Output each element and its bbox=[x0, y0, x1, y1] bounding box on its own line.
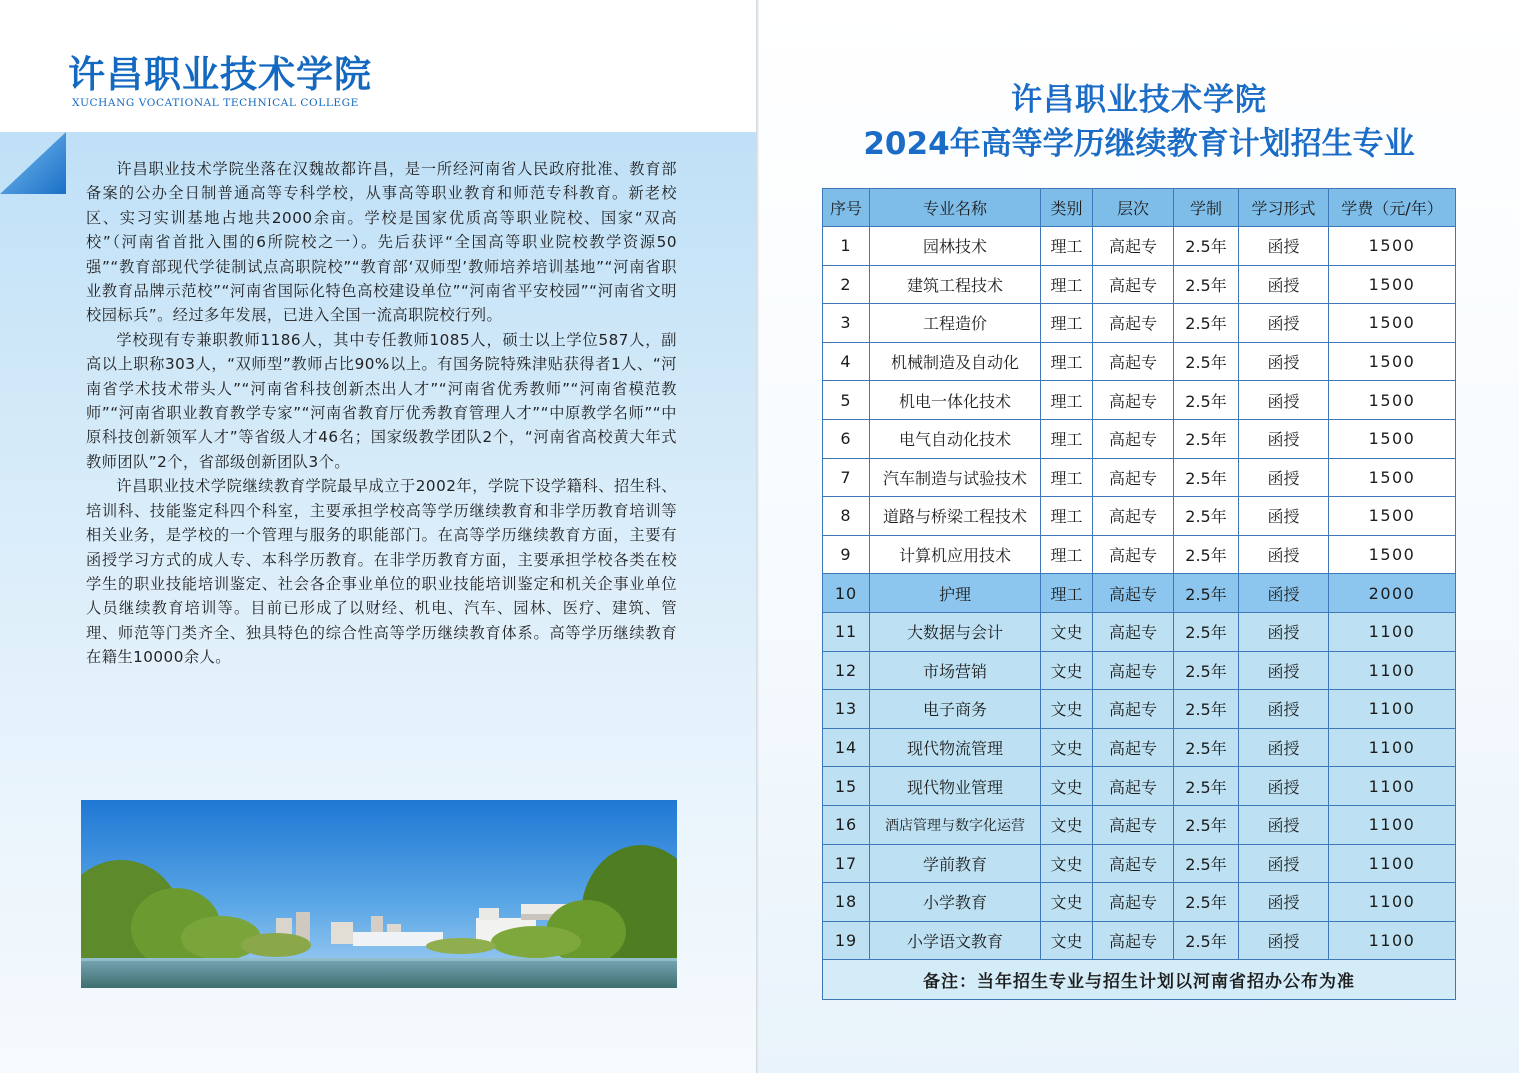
cell-row-number: 10 bbox=[823, 574, 870, 613]
intro-paragraph: 许昌职业技术学院继续教育学院最早成立于2002年，学院下设学籍科、招生科、培训科、技能鉴定科四个科室，主要承担学校高等学历继续教育和非学历教育培训等相关业务，是学校的一个管理与服务的职能部门。在高等学历继续教育方面，主要有函授学习方式的成人专、本科学历教育。在非学历教育方面，主要承担学校各类在校学生的职业技能培训鉴定、社会各企事业单位的职业技能培训鉴定和机关企事业单位人员继续教育培训等。目前已形成了以财经、机电、汽车、园林、医疗、建筑、管理、师范等门类齐全、独具特色的综合性高等学历继续教育体系。高等学历继续教育在籍生10000余人。 bbox=[86, 477, 677, 667]
table-row bbox=[823, 381, 1456, 420]
cell-study-mode: 函授 bbox=[1239, 381, 1329, 420]
cell-category: 文史 bbox=[1041, 651, 1093, 690]
header-cell: 层次 bbox=[1093, 189, 1174, 227]
cell-row-number: 16 bbox=[823, 805, 870, 844]
table-row bbox=[823, 227, 1456, 266]
table-row bbox=[823, 265, 1456, 304]
cell-tuition: 1100 bbox=[1329, 805, 1456, 844]
table-row bbox=[823, 883, 1456, 922]
cell-level: 高起专 bbox=[1093, 574, 1174, 613]
introduction-text bbox=[86, 157, 677, 670]
cell-category: 理工 bbox=[1041, 419, 1093, 458]
cell-tuition: 2000 bbox=[1329, 574, 1456, 613]
table-row bbox=[823, 805, 1456, 844]
cell-study-mode: 函授 bbox=[1239, 767, 1329, 806]
cell-row-number: 2 bbox=[823, 265, 870, 304]
cell-category: 理工 bbox=[1041, 574, 1093, 613]
header-cell: 专业名称 bbox=[870, 189, 1041, 227]
cell-tuition: 1500 bbox=[1329, 535, 1456, 574]
cell-category: 理工 bbox=[1041, 535, 1093, 574]
table-row bbox=[823, 612, 1456, 651]
cell-study-mode: 函授 bbox=[1239, 612, 1329, 651]
table-row bbox=[823, 497, 1456, 536]
cell-major-name: 电气自动化技术 bbox=[870, 419, 1041, 458]
table-note-row bbox=[823, 960, 1456, 1000]
header-cell: 学习形式 bbox=[1239, 189, 1329, 227]
college-logo-cn: 许昌职业技术学院 bbox=[68, 52, 372, 96]
cell-category: 文史 bbox=[1041, 767, 1093, 806]
table-title-college: 许昌职业技术学院 bbox=[1011, 82, 1267, 118]
cell-tuition: 1100 bbox=[1329, 767, 1456, 806]
cell-row-number: 12 bbox=[823, 651, 870, 690]
table-row bbox=[823, 921, 1456, 960]
table-row bbox=[823, 342, 1456, 381]
enrollment-note: 备注：当年招生专业与招生计划以河南省招办公布为准 bbox=[823, 960, 1456, 1000]
cell-category: 文史 bbox=[1041, 805, 1093, 844]
cell-category: 文史 bbox=[1041, 844, 1093, 883]
table-row bbox=[823, 844, 1456, 883]
cell-study-mode: 函授 bbox=[1239, 304, 1329, 343]
cell-duration: 2.5年 bbox=[1174, 497, 1239, 536]
cell-row-number: 15 bbox=[823, 767, 870, 806]
cell-tuition: 1100 bbox=[1329, 921, 1456, 960]
cell-category: 文史 bbox=[1041, 921, 1093, 960]
cell-row-number: 3 bbox=[823, 304, 870, 343]
cell-tuition: 1500 bbox=[1329, 419, 1456, 458]
cell-row-number: 19 bbox=[823, 921, 870, 960]
cell-major-name: 学前教育 bbox=[870, 844, 1041, 883]
cell-duration: 2.5年 bbox=[1174, 227, 1239, 266]
cell-level: 高起专 bbox=[1093, 767, 1174, 806]
header-cell: 序号 bbox=[823, 189, 870, 227]
cell-duration: 2.5年 bbox=[1174, 883, 1239, 922]
table-row bbox=[823, 458, 1456, 497]
cell-tuition: 1100 bbox=[1329, 883, 1456, 922]
cell-duration: 2.5年 bbox=[1174, 921, 1239, 960]
header-cell: 学制 bbox=[1174, 189, 1239, 227]
cell-row-number: 13 bbox=[823, 690, 870, 729]
cell-category: 理工 bbox=[1041, 265, 1093, 304]
cell-study-mode: 函授 bbox=[1239, 574, 1329, 613]
cell-study-mode: 函授 bbox=[1239, 921, 1329, 960]
cell-tuition: 1500 bbox=[1329, 342, 1456, 381]
cell-category: 理工 bbox=[1041, 381, 1093, 420]
cell-level: 高起专 bbox=[1093, 265, 1174, 304]
cell-level: 高起专 bbox=[1093, 304, 1174, 343]
cell-tuition: 1100 bbox=[1329, 690, 1456, 729]
table-row bbox=[823, 419, 1456, 458]
cell-study-mode: 函授 bbox=[1239, 805, 1329, 844]
cell-study-mode: 函授 bbox=[1239, 728, 1329, 767]
cell-duration: 2.5年 bbox=[1174, 651, 1239, 690]
table-row bbox=[823, 651, 1456, 690]
cell-major-name: 道路与桥梁工程技术 bbox=[870, 497, 1041, 536]
cell-level: 高起专 bbox=[1093, 690, 1174, 729]
cell-category: 文史 bbox=[1041, 690, 1093, 729]
cell-study-mode: 函授 bbox=[1239, 690, 1329, 729]
table-header-row bbox=[823, 189, 1456, 227]
header-cell: 类别 bbox=[1041, 189, 1093, 227]
intro-paragraph: 学校现有专兼职教师1186人，其中专任教师1085人，硕士以上学位587人，副高以上职称303人，“双师型”教师占比90%以上。有国务院特殊津贴获得者1人、“河南省学术技术带头人”“河南省科技创新杰出人才”“河南省优秀教师”“河南省模范教师”“河南省职业教育教学专家”“河南省教育厅优秀教育管理人才”“中原教学名师”“中原科技创新领军人才”等省级人才46名；国家级教学团队2个，“河南省高校黄大年式教师团队”2个，省部级创新团队3个。 bbox=[86, 330, 677, 471]
cell-row-number: 8 bbox=[823, 497, 870, 536]
cell-level: 高起专 bbox=[1093, 458, 1174, 497]
cell-major-name: 现代物流管理 bbox=[870, 728, 1041, 767]
cell-category: 理工 bbox=[1041, 304, 1093, 343]
cell-level: 高起专 bbox=[1093, 805, 1174, 844]
cell-duration: 2.5年 bbox=[1174, 458, 1239, 497]
college-logo-en: XUCHANG VOCATIONAL TECHNICAL COLLEGE bbox=[72, 97, 359, 109]
cell-major-name: 电子商务 bbox=[870, 690, 1041, 729]
cell-row-number: 18 bbox=[823, 883, 870, 922]
header-cell: 学费（元/年） bbox=[1329, 189, 1456, 227]
cell-duration: 2.5年 bbox=[1174, 381, 1239, 420]
cell-tuition: 1100 bbox=[1329, 844, 1456, 883]
cell-major-name: 园林技术 bbox=[870, 227, 1041, 266]
cell-major-name: 小学语文教育 bbox=[870, 921, 1041, 960]
cell-study-mode: 函授 bbox=[1239, 844, 1329, 883]
cell-level: 高起专 bbox=[1093, 497, 1174, 536]
cell-level: 高起专 bbox=[1093, 728, 1174, 767]
cell-duration: 2.5年 bbox=[1174, 612, 1239, 651]
enrollment-majors-table bbox=[822, 188, 1456, 1000]
table-row bbox=[823, 574, 1456, 613]
table-row bbox=[823, 690, 1456, 729]
cell-category: 理工 bbox=[1041, 342, 1093, 381]
cell-row-number: 17 bbox=[823, 844, 870, 883]
cell-duration: 2.5年 bbox=[1174, 767, 1239, 806]
cell-major-name: 工程造价 bbox=[870, 304, 1041, 343]
table-row bbox=[823, 767, 1456, 806]
cell-row-number: 1 bbox=[823, 227, 870, 266]
cell-study-mode: 函授 bbox=[1239, 883, 1329, 922]
table-row bbox=[823, 304, 1456, 343]
table-title-plan: 2024年高等学历继续教育计划招生专业 bbox=[863, 126, 1415, 162]
cell-tuition: 1500 bbox=[1329, 227, 1456, 266]
cell-category: 文史 bbox=[1041, 883, 1093, 922]
cell-duration: 2.5年 bbox=[1174, 535, 1239, 574]
cell-major-name: 机械制造及自动化 bbox=[870, 342, 1041, 381]
cell-level: 高起专 bbox=[1093, 419, 1174, 458]
table-row bbox=[823, 728, 1456, 767]
cell-category: 理工 bbox=[1041, 458, 1093, 497]
intro-paragraph: 许昌职业技术学院坐落在汉魏故都许昌，是一所经河南省人民政府批准、教育部备案的公办全日制普通高等专科学校，从事高等职业教育和师范专科教育。新老校区、实习实训基地占地共2000余亩。学校是国家优质高等职业院校、国家“双高校”（河南省首批入围的6所院校之一）。先后获评“全国高等职业院校教学资源50强”“教育部现代学徒制试点高职院校”“教育部‘双师型’教师培养培训基地”“河南省职业教育品牌示范校”“河南省国际化特色高校建设单位”“河南省平安校园”“河南省文明校园标兵”。经过多年发展，已进入全国一流高职院校行列。 bbox=[86, 160, 677, 325]
cell-duration: 2.5年 bbox=[1174, 574, 1239, 613]
cell-row-number: 7 bbox=[823, 458, 870, 497]
left-page bbox=[0, 0, 756, 1073]
cell-major-name: 市场营销 bbox=[870, 651, 1041, 690]
cell-duration: 2.5年 bbox=[1174, 265, 1239, 304]
cell-row-number: 9 bbox=[823, 535, 870, 574]
cell-tuition: 1100 bbox=[1329, 612, 1456, 651]
cell-tuition: 1100 bbox=[1329, 728, 1456, 767]
cell-major-name: 计算机应用技术 bbox=[870, 535, 1041, 574]
cell-level: 高起专 bbox=[1093, 227, 1174, 266]
cell-category: 理工 bbox=[1041, 497, 1093, 536]
cell-level: 高起专 bbox=[1093, 612, 1174, 651]
cell-major-name: 大数据与会计 bbox=[870, 612, 1041, 651]
cell-major-name: 机电一体化技术 bbox=[870, 381, 1041, 420]
cell-category: 文史 bbox=[1041, 728, 1093, 767]
cell-study-mode: 函授 bbox=[1239, 342, 1329, 381]
cell-major-name: 汽车制造与试验技术 bbox=[870, 458, 1041, 497]
cell-level: 高起专 bbox=[1093, 535, 1174, 574]
cell-row-number: 5 bbox=[823, 381, 870, 420]
cell-duration: 2.5年 bbox=[1174, 728, 1239, 767]
cell-duration: 2.5年 bbox=[1174, 690, 1239, 729]
cell-row-number: 6 bbox=[823, 419, 870, 458]
cell-tuition: 1500 bbox=[1329, 458, 1456, 497]
cell-duration: 2.5年 bbox=[1174, 304, 1239, 343]
cell-duration: 2.5年 bbox=[1174, 844, 1239, 883]
cell-level: 高起专 bbox=[1093, 651, 1174, 690]
cell-study-mode: 函授 bbox=[1239, 535, 1329, 574]
cell-duration: 2.5年 bbox=[1174, 342, 1239, 381]
cell-major-name: 护理 bbox=[870, 574, 1041, 613]
cell-major-name: 小学教育 bbox=[870, 883, 1041, 922]
cell-study-mode: 函授 bbox=[1239, 458, 1329, 497]
cell-major-name: 现代物业管理 bbox=[870, 767, 1041, 806]
campus-photo bbox=[81, 800, 677, 988]
cell-category: 理工 bbox=[1041, 227, 1093, 266]
cell-tuition: 1500 bbox=[1329, 381, 1456, 420]
cell-study-mode: 函授 bbox=[1239, 265, 1329, 304]
cell-major-name: 建筑工程技术 bbox=[870, 265, 1041, 304]
cell-tuition: 1500 bbox=[1329, 304, 1456, 343]
cell-level: 高起专 bbox=[1093, 342, 1174, 381]
cell-study-mode: 函授 bbox=[1239, 419, 1329, 458]
cell-study-mode: 函授 bbox=[1239, 227, 1329, 266]
cell-level: 高起专 bbox=[1093, 844, 1174, 883]
cell-study-mode: 函授 bbox=[1239, 497, 1329, 536]
cell-row-number: 14 bbox=[823, 728, 870, 767]
cell-duration: 2.5年 bbox=[1174, 805, 1239, 844]
table-row bbox=[823, 535, 1456, 574]
cell-duration: 2.5年 bbox=[1174, 419, 1239, 458]
cell-tuition: 1500 bbox=[1329, 497, 1456, 536]
cell-level: 高起专 bbox=[1093, 381, 1174, 420]
cell-row-number: 11 bbox=[823, 612, 870, 651]
cell-tuition: 1500 bbox=[1329, 265, 1456, 304]
cell-level: 高起专 bbox=[1093, 883, 1174, 922]
right-page bbox=[759, 0, 1519, 1073]
cell-tuition: 1100 bbox=[1329, 651, 1456, 690]
cell-level: 高起专 bbox=[1093, 921, 1174, 960]
cell-major-name: 酒店管理与数字化运营 bbox=[870, 805, 1041, 844]
cell-study-mode: 函授 bbox=[1239, 651, 1329, 690]
cell-category: 文史 bbox=[1041, 612, 1093, 651]
cell-row-number: 4 bbox=[823, 342, 870, 381]
